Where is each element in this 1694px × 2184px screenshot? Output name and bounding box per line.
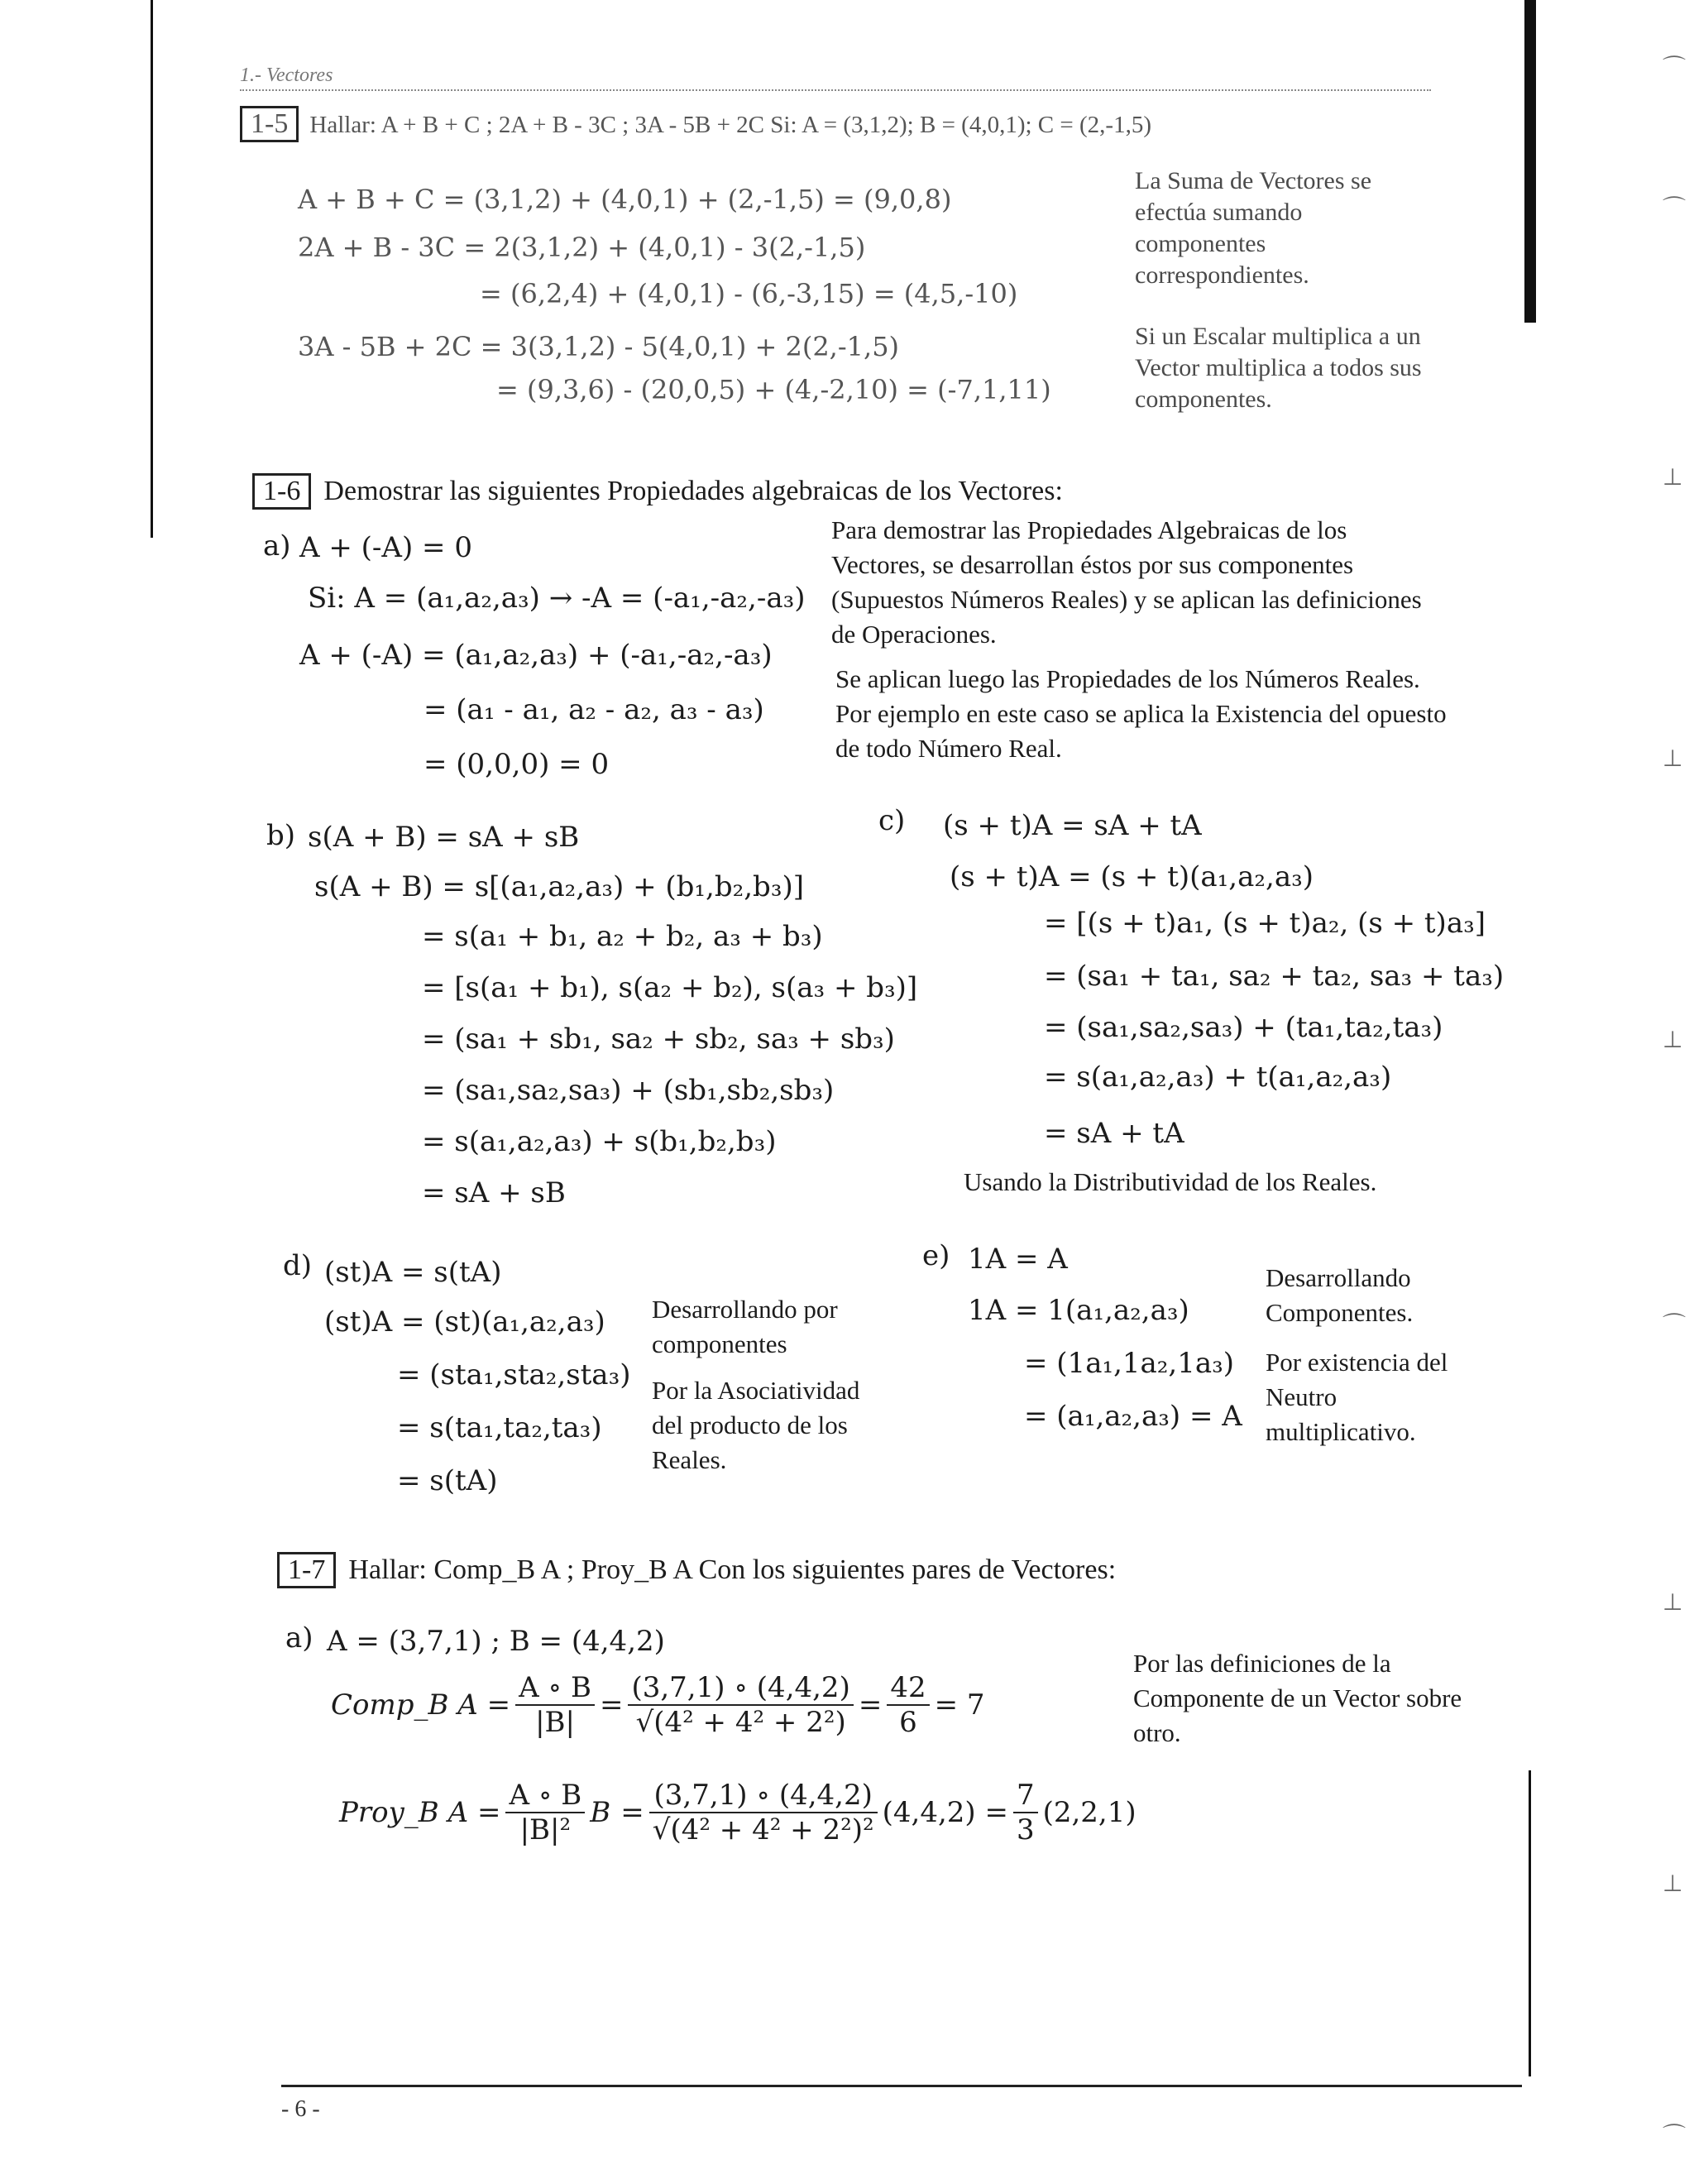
comp-result-denominator: 6 bbox=[899, 1706, 917, 1739]
p16b-line-3: = s(a₁ + b₁, a₂ + b₂, a₃ + b₃) bbox=[422, 920, 823, 953]
header-rule bbox=[240, 89, 1431, 91]
p16c-line-6: = s(a₁,a₂,a₃) + t(a₁,a₂,a₃) bbox=[1044, 1061, 1392, 1094]
p16b-line-6: = (sa₁,sa₂,sa₃) + (sb₁,sb₂,sb₃) bbox=[422, 1074, 835, 1107]
p16a-line-5: = (0,0,0) = 0 bbox=[424, 748, 610, 781]
comp-values-numerator: (3,7,1) ∘ (4,4,2) bbox=[628, 1671, 853, 1706]
binding-mark-icon: ⌒ bbox=[1663, 54, 1687, 81]
running-header: 1.- Vectores bbox=[240, 65, 333, 86]
equals-sign: = bbox=[620, 1796, 644, 1829]
proy-values-numerator: (3,7,1) ∘ (4,4,2) bbox=[649, 1779, 878, 1813]
p16e-label: e) bbox=[922, 1239, 950, 1272]
problem-1-5-header bbox=[240, 106, 1151, 142]
comp-fraction-result bbox=[887, 1671, 929, 1739]
problem-1-7-statement: Hallar: Comp_B A ; Proy_B A Con los siguientes pares de Vectores: bbox=[348, 1554, 1117, 1585]
p16e-line-4: = (a₁,a₂,a₃) = A bbox=[1024, 1400, 1242, 1433]
problem-number-1-7: 1-7 bbox=[277, 1552, 336, 1588]
proy-lhs: Proy_B A = bbox=[339, 1796, 501, 1829]
proy-def-numerator: A ∘ B bbox=[505, 1779, 585, 1813]
p16e-note-2: Por existencia del Neutro multiplicativo. bbox=[1266, 1348, 1448, 1446]
p16a-line-3: A + (-A) = (a₁,a₂,a₃) + (-a₁,-a₂,-a₃) bbox=[299, 639, 773, 672]
p16d-line-4: = s(ta₁,ta₂,ta₃) bbox=[397, 1411, 602, 1444]
p15-line-1: A + B + C = (3,1,2) + (4,0,1) + (2,-1,5) = (9,0,8) bbox=[298, 184, 952, 215]
right-binding-edge bbox=[1524, 0, 1536, 323]
p16b-line-8: = sA + sB bbox=[422, 1176, 566, 1209]
comp-result-numerator: 42 bbox=[887, 1671, 929, 1706]
p16d-line-1: (st)A = s(tA) bbox=[324, 1256, 502, 1289]
proy-mid: (4,4,2) = bbox=[882, 1796, 1008, 1829]
p16d-line-2: (st)A = (st)(a₁,a₂,a₃) bbox=[324, 1305, 605, 1339]
proy-fraction-result bbox=[1013, 1779, 1038, 1846]
p16e-line-1: 1A = A bbox=[968, 1243, 1068, 1276]
p16c-label: c) bbox=[878, 804, 906, 837]
p17a-given: A = (3,7,1) ; B = (4,4,2) bbox=[327, 1625, 665, 1658]
p17a-proy-row bbox=[339, 1779, 1137, 1846]
p16b-line-5: = (sa₁ + sb₁, sa₂ + sb₂, sa₃ + sb₃) bbox=[422, 1023, 895, 1056]
proy-vector-b: B bbox=[590, 1796, 611, 1829]
comp-lhs: Comp_B A = bbox=[331, 1688, 511, 1722]
binding-mark-icon: ⌒ bbox=[1663, 1311, 1687, 1339]
p16a-line-2: Si: A = (a₁,a₂,a₃) → -A = (-a₁,-a₂,-a₃) bbox=[308, 582, 806, 615]
problem-number-1-5: 1-5 bbox=[240, 106, 299, 142]
p16e-note-1: Desarrollando Componentes. bbox=[1266, 1263, 1414, 1327]
p16a-note-1: Para demostrar las Propiedades Algebraicas de los Vectores, se desarrollan éstos por sus componentes (Supuestos Números Reales) y se aplican las definiciones de Operaciones. bbox=[831, 515, 1422, 649]
equals-sign: = bbox=[599, 1688, 624, 1722]
p16b-line-7: = s(a₁,a₂,a₃) + s(b₁,b₂,b₃) bbox=[422, 1125, 777, 1158]
problem-number-1-6: 1-6 bbox=[252, 473, 311, 510]
p17a-note: Por las definiciones de la Componente de un Vector sobre otro. bbox=[1133, 1649, 1462, 1747]
problem-1-6-header bbox=[252, 473, 1063, 510]
p16b-line-2: s(A + B) = s[(a₁,a₂,a₃) + (b₁,b₂,b₃)] bbox=[314, 870, 804, 903]
p15-line-5: = (9,3,6) - (20,0,5) + (4,-2,10) = (-7,1,11) bbox=[496, 374, 1051, 405]
binding-mark-icon: ⊥ bbox=[1663, 1870, 1683, 1897]
p16c-line-4: = (sa₁ + ta₁, sa₂ + ta₂, sa₃ + ta₃) bbox=[1044, 960, 1505, 993]
problem-1-6-statement: Demostrar las siguientes Propiedades algebraicas de los Vectores: bbox=[323, 476, 1063, 506]
p16c-line-2: (s + t)A = (s + t)(a₁,a₂,a₃) bbox=[950, 860, 1314, 893]
p15-line-4: 3A - 5B + 2C = 3(3,1,2) - 5(4,0,1) + 2(2,-1,5) bbox=[298, 331, 900, 362]
binding-mark-icon: ⊥ bbox=[1663, 1026, 1683, 1053]
p16c-line-5: = (sa₁,sa₂,sa₃) + (ta₁,ta₂,ta₃) bbox=[1044, 1011, 1443, 1044]
problem-1-7-header bbox=[277, 1552, 1116, 1588]
p17a-comp-row bbox=[331, 1671, 985, 1739]
p17a-label: a) bbox=[285, 1621, 313, 1655]
p16c-line-3: = [(s + t)a₁, (s + t)a₂, (s + t)a₃] bbox=[1044, 907, 1486, 940]
p16c-line-7: = sA + tA bbox=[1044, 1117, 1184, 1150]
binding-mark-icon: ⊥ bbox=[1663, 1588, 1683, 1616]
p16b-label: b) bbox=[266, 819, 296, 852]
binding-mark-icon: ⊥ bbox=[1663, 463, 1683, 491]
proy-result: (2,2,1) bbox=[1042, 1796, 1137, 1829]
p16b-line-4: = [s(a₁ + b₁), s(a₂ + b₂), s(a₃ + b₃)] bbox=[422, 971, 918, 1004]
comp-fraction-values bbox=[628, 1671, 853, 1739]
p16d-line-5: = s(tA) bbox=[397, 1464, 498, 1497]
proy-result-numerator: 7 bbox=[1013, 1779, 1038, 1813]
comp-def-numerator: A ∘ B bbox=[515, 1671, 595, 1706]
binding-mark-icon: ⊥ bbox=[1663, 745, 1683, 772]
comp-values-denominator: √(4² + 4² + 2²) bbox=[635, 1706, 846, 1739]
left-margin-line bbox=[151, 0, 153, 538]
p16e-line-3: = (1a₁,1a₂,1a₃) bbox=[1024, 1347, 1235, 1380]
p16b-line-1: s(A + B) = sA + sB bbox=[308, 821, 580, 854]
p16c-line-1: (s + t)A = sA + tA bbox=[943, 809, 1202, 842]
comp-fraction-def bbox=[515, 1671, 595, 1739]
p15-note-scalar: Si un Escalar multiplica a un Vector multiplica a todos sus componentes. bbox=[1135, 323, 1422, 413]
bottom-rule-line bbox=[281, 2085, 1522, 2087]
proy-values-denominator: √(4² + 4² + 2²)² bbox=[652, 1813, 874, 1846]
p15-note-sum: La Suma de Vectores se efectúa sumando componentes correspondientes. bbox=[1135, 167, 1372, 289]
p16c-note: Usando la Distributividad de los Reales. bbox=[964, 1167, 1377, 1196]
p16a-label: a) bbox=[263, 529, 291, 563]
page-number: - 6 - bbox=[281, 2096, 320, 2122]
p16e-line-2: 1A = 1(a₁,a₂,a₃) bbox=[968, 1294, 1189, 1327]
binding-mark-icon: ⌒ bbox=[1663, 2122, 1687, 2149]
problem-1-5-statement: Hallar: A + B + C ; 2A + B - 3C ; 3A - 5B + 2C Si: A = (3,1,2); B = (4,0,1); C = (2,-1,5) bbox=[309, 112, 1151, 138]
proy-fraction-def bbox=[505, 1779, 585, 1846]
proy-result-denominator: 3 bbox=[1016, 1813, 1035, 1846]
p16a-line-1: A + (-A) = 0 bbox=[299, 531, 472, 564]
p16a-line-4: = (a₁ - a₁, a₂ - a₂, a₃ - a₃) bbox=[424, 693, 764, 726]
p15-line-2: 2A + B - 3C = 2(3,1,2) + (4,0,1) - 3(2,-1,5) bbox=[298, 232, 866, 263]
right-margin-line bbox=[1529, 1770, 1531, 2076]
p16d-label: d) bbox=[283, 1249, 313, 1282]
comp-result: = 7 bbox=[934, 1688, 985, 1722]
p16d-note-2: Por la Asociatividad del producto de los Reales. bbox=[652, 1376, 860, 1474]
equals-sign: = bbox=[858, 1688, 883, 1722]
p16a-note-2: Se aplican luego las Propiedades de los Números Reales. Por ejemplo en este caso se aplica la Existencia del opuesto de todo Número Real. bbox=[835, 664, 1447, 763]
proy-fraction-values bbox=[649, 1779, 878, 1846]
p15-line-3: = (6,2,4) + (4,0,1) - (6,-3,15) = (4,5,-10) bbox=[480, 278, 1018, 309]
p16d-note-1: Desarrollando por componentes bbox=[652, 1295, 838, 1358]
binding-mark-icon: ⌒ bbox=[1663, 194, 1687, 222]
comp-def-denominator: |B| bbox=[535, 1706, 575, 1739]
proy-def-denominator: |B|² bbox=[519, 1813, 572, 1846]
p16d-line-3: = (sta₁,sta₂,sta₃) bbox=[397, 1358, 631, 1391]
